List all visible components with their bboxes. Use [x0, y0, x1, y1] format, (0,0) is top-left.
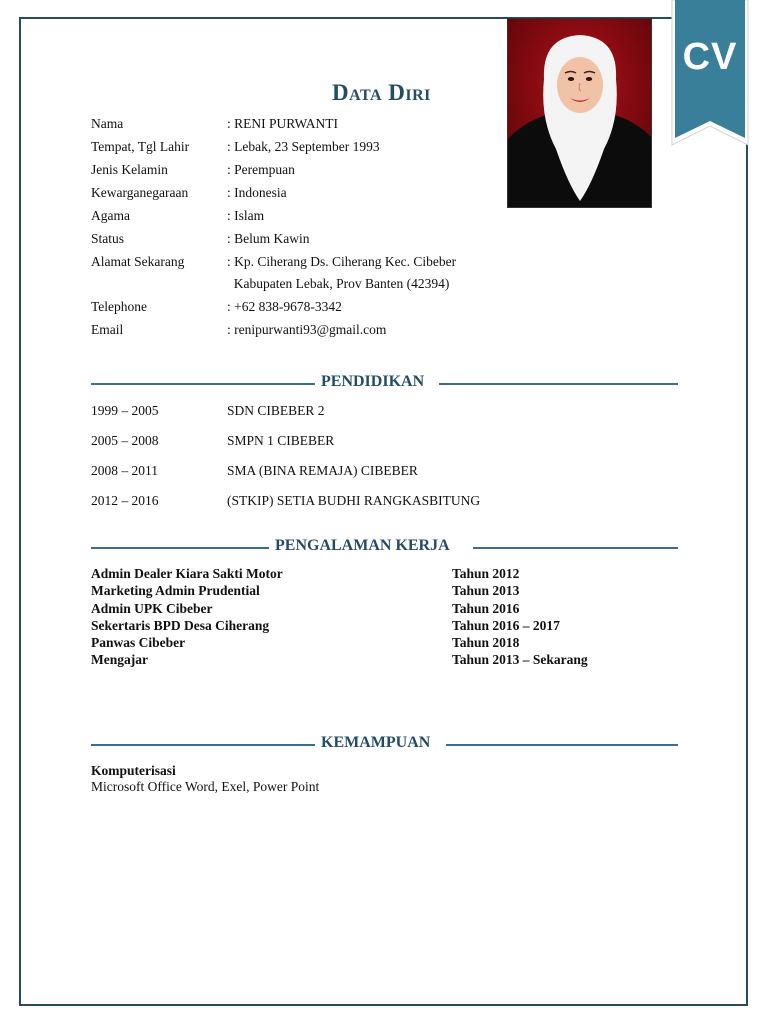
education-school: SMPN 1 CIBEBER: [227, 433, 335, 448]
divider: [91, 744, 315, 746]
education-school: (STKIP) SETIA BUDHI RANGKASBITUNG: [227, 493, 481, 508]
skill-description: Microsoft Office Word, Exel, Power Point: [91, 779, 320, 794]
cv-ribbon: [671, 0, 749, 146]
experience-year: Tahun 2013 – Sekarang: [452, 652, 588, 667]
section-pendidikan: [91, 373, 678, 393]
education-years: 2005 – 2008: [91, 433, 159, 448]
field-value: : Perempuan: [227, 162, 295, 177]
experience-position: Panwas Cibeber: [91, 635, 186, 650]
field-label: Alamat Sekarang: [91, 254, 185, 269]
education-years: 2012 – 2016: [91, 493, 159, 508]
section-title: PENGALAMAN KERJA: [275, 537, 450, 554]
field-label: Jenis Kelamin: [91, 162, 168, 177]
divider: [91, 547, 269, 549]
experience-position: Marketing Admin Prudential: [91, 583, 260, 598]
skill-title: Komputerisasi: [91, 763, 176, 778]
experience-position: Admin Dealer Kiara Sakti Motor: [91, 566, 283, 581]
field-value: Kabupaten Lebak, Prov Banten (42394): [227, 276, 450, 291]
section-title: KEMAMPUAN: [321, 734, 431, 751]
page-title: Data Diri: [332, 80, 431, 105]
section-title: PENDIDIKAN: [321, 373, 425, 390]
field-value: : RENI PURWANTI: [227, 116, 338, 131]
education-school: SDN CIBEBER 2: [227, 403, 325, 418]
field-label: Kewarganegaraan: [91, 185, 189, 200]
field-value: : +62 838-9678-3342: [227, 299, 342, 314]
education-school: SMA (BINA REMAJA) CIBEBER: [227, 463, 418, 478]
experience-year: Tahun 2013: [452, 583, 520, 598]
education-years: 2008 – 2011: [91, 463, 158, 478]
field-value: : renipurwanti93@gmail.com: [227, 322, 387, 337]
experience-position: Sekertaris BPD Desa Ciherang: [91, 618, 270, 633]
section-pengalaman: [91, 537, 678, 557]
field-label: Nama: [91, 116, 124, 131]
field-value: : Kp. Ciherang Ds. Ciherang Kec. Cibeber: [227, 254, 457, 269]
field-value: : Islam: [227, 208, 265, 223]
education-years: 1999 – 2005: [91, 403, 159, 418]
experience-year: Tahun 2012: [452, 566, 520, 581]
experience-year: Tahun 2016 – 2017: [452, 618, 560, 633]
field-label: Email: [91, 322, 124, 337]
experience-year: Tahun 2018: [452, 635, 520, 650]
experience-position: Mengajar: [91, 652, 148, 667]
experience-year: Tahun 2016: [452, 601, 520, 616]
section-kemampuan: [91, 734, 678, 754]
field-label: Tempat, Tgl Lahir: [91, 139, 190, 154]
field-value: : Lebak, 23 September 1993: [227, 139, 380, 154]
cv-ribbon-label: CV: [682, 36, 738, 78]
field-label: Status: [91, 231, 125, 246]
field-label: Agama: [91, 208, 130, 223]
divider: [473, 547, 678, 549]
field-value: : Indonesia: [227, 185, 287, 200]
divider: [439, 383, 678, 385]
profile-photo: [507, 18, 652, 208]
divider: [91, 383, 315, 385]
field-label: Telephone: [91, 299, 148, 314]
divider: [446, 744, 678, 746]
experience-position: Admin UPK Cibeber: [91, 601, 213, 616]
field-value: : Belum Kawin: [227, 231, 310, 246]
